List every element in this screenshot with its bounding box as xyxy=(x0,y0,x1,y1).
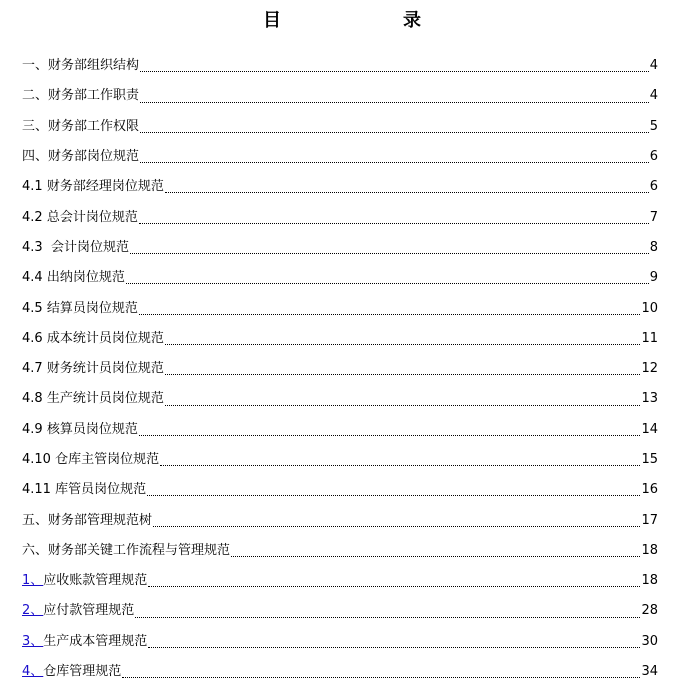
toc-entry-text: 库管员岗位规范 xyxy=(55,482,147,498)
toc-entry[interactable] xyxy=(22,505,658,535)
toc-dot-leader xyxy=(135,616,640,618)
toc-entry[interactable] xyxy=(22,172,658,202)
toc-entry[interactable] xyxy=(22,324,658,354)
page-title xyxy=(0,8,674,34)
toc-entry-label xyxy=(22,149,139,165)
toc-entry[interactable] xyxy=(22,566,658,596)
toc-entry[interactable] xyxy=(22,202,658,232)
toc-entry-text: 二、财务部工作职责 xyxy=(22,88,140,104)
toc-dot-leader xyxy=(140,70,649,72)
toc-entry-number: 4.11 xyxy=(22,482,56,498)
toc-entry-text: 仓库主管岗位规范 xyxy=(55,452,160,467)
toc-entry-number: 4.5 xyxy=(22,300,47,316)
toc-entry-text: 应付款管理规范 xyxy=(43,603,135,619)
toc-entry-label xyxy=(22,331,164,347)
toc-dot-leader xyxy=(122,676,640,678)
toc-entry[interactable] xyxy=(22,293,658,323)
toc-entry-text: 四、财务部岗位规范 xyxy=(22,149,140,165)
toc-dot-leader xyxy=(148,585,640,587)
toc-entry[interactable] xyxy=(22,142,658,172)
toc-dot-leader xyxy=(139,222,649,224)
toc-dot-leader xyxy=(231,555,640,557)
toc-entry-text: 财务统计员岗位规范 xyxy=(46,361,164,377)
toc-entry[interactable] xyxy=(22,536,658,566)
toc-entry[interactable] xyxy=(22,475,658,505)
toc-dot-leader xyxy=(165,191,649,193)
toc-entry-label xyxy=(22,573,147,589)
toc-entry-label xyxy=(22,513,152,529)
toc-entry-number: 4.7 xyxy=(22,361,47,377)
toc-entry-label xyxy=(22,270,125,286)
toc-page-number: 9 xyxy=(649,270,658,286)
toc-page-number: 34 xyxy=(641,664,658,680)
toc-dot-leader xyxy=(130,252,649,254)
toc-entry-number: 4.1 xyxy=(22,179,47,195)
toc-page-number: 15 xyxy=(641,452,658,467)
toc-entry-text: 核算员岗位规范 xyxy=(46,421,138,437)
toc-dot-leader xyxy=(165,343,641,345)
toc-dot-leader xyxy=(140,101,649,103)
toc-entry-text: 五、财务部管理规范树 xyxy=(22,512,153,528)
toc-entry-label xyxy=(22,179,164,195)
toc-page-number: 18 xyxy=(641,542,658,558)
toc-entry-text: 生产统计员岗位规范 xyxy=(46,391,164,407)
toc-entry-label xyxy=(22,361,164,377)
toc-page-number: 12 xyxy=(641,361,658,377)
toc-page-number: 6 xyxy=(649,149,658,165)
toc-entry-label xyxy=(22,634,147,650)
toc-dot-leader xyxy=(165,404,641,406)
toc-page-number: 13 xyxy=(641,391,658,407)
toc-entry-text: 六、财务部关键工作流程与管理规范 xyxy=(22,542,231,558)
toc-entry-label xyxy=(22,210,138,226)
page-title-char-1: 目 xyxy=(263,10,281,31)
toc-dot-leader xyxy=(153,525,640,527)
toc-page-number: 14 xyxy=(641,421,658,437)
toc-page-number: 28 xyxy=(641,603,658,619)
toc-entry-label xyxy=(22,603,134,619)
toc-entry-text: 财务部经理岗位规范 xyxy=(46,179,164,195)
toc-entry-number: 4.6 xyxy=(22,330,47,346)
toc-entry-text: 应收账款管理规范 xyxy=(43,573,148,589)
toc-entry-number: 4.8 xyxy=(22,391,47,407)
toc-page-number: 7 xyxy=(649,209,658,225)
toc-page-number: 4 xyxy=(649,88,658,104)
table-of-contents xyxy=(22,51,658,687)
toc-entry-text: 结算员岗位规范 xyxy=(46,300,138,316)
toc-entry[interactable] xyxy=(22,112,658,142)
toc-entry-number-link[interactable]: 3、 xyxy=(22,633,44,649)
toc-page-number: 5 xyxy=(649,118,658,134)
toc-entry[interactable] xyxy=(22,596,658,626)
toc-page-number: 18 xyxy=(641,573,658,589)
toc-entry[interactable] xyxy=(22,354,658,384)
toc-entry[interactable] xyxy=(22,445,658,475)
page-title-char-2: 录 xyxy=(403,10,421,31)
toc-entry-text: 出纳岗位规范 xyxy=(46,270,125,286)
toc-entry-number: 4.3 xyxy=(22,239,51,255)
toc-entry-label xyxy=(22,88,139,104)
toc-entry-number: 4.4 xyxy=(22,270,47,286)
toc-entry-label xyxy=(22,452,159,468)
toc-dot-leader xyxy=(160,464,640,466)
toc-entry-text: 总会计岗位规范 xyxy=(46,209,138,225)
toc-entry[interactable] xyxy=(22,657,658,687)
toc-entry-label xyxy=(22,422,138,438)
toc-entry-text: 仓库管理规范 xyxy=(43,664,122,680)
toc-page-number: 11 xyxy=(641,330,658,346)
toc-entry[interactable] xyxy=(22,51,658,81)
toc-entry[interactable] xyxy=(22,627,658,657)
toc-entry-label xyxy=(22,240,129,256)
toc-entry-text: 会计岗位规范 xyxy=(50,239,129,255)
toc-entry-number-link[interactable]: 4、 xyxy=(22,664,44,680)
toc-dot-leader xyxy=(140,161,649,163)
toc-entry-text: 一、财务部组织结构 xyxy=(22,58,140,74)
toc-entry-label xyxy=(22,482,146,498)
toc-entry[interactable] xyxy=(22,233,658,263)
toc-entry-number: 4.10 xyxy=(22,452,56,467)
toc-entry[interactable] xyxy=(22,415,658,445)
toc-dot-leader xyxy=(126,282,649,284)
toc-dot-leader xyxy=(139,313,641,315)
toc-entry[interactable] xyxy=(22,384,658,414)
toc-dot-leader xyxy=(148,646,640,648)
toc-entry-text: 三、财务部工作权限 xyxy=(22,118,140,134)
toc-dot-leader xyxy=(165,373,641,375)
toc-entry[interactable] xyxy=(22,263,658,293)
toc-entry-label xyxy=(22,119,139,135)
toc-entry-number: 4.2 xyxy=(22,209,47,225)
toc-page-number: 10 xyxy=(641,300,658,316)
toc-page-number: 4 xyxy=(649,58,658,74)
toc-entry-label xyxy=(22,543,230,559)
toc-entry[interactable] xyxy=(22,81,658,111)
toc-entry-text: 生产成本管理规范 xyxy=(43,633,148,649)
toc-dot-leader xyxy=(139,434,641,436)
toc-page-number: 16 xyxy=(641,482,658,498)
toc-page-number: 17 xyxy=(641,512,658,528)
toc-entry-text: 成本统计员岗位规范 xyxy=(46,330,164,346)
toc-entry-label xyxy=(22,391,164,407)
toc-entry-number: 4.9 xyxy=(22,421,47,437)
toc-entry-number-link[interactable]: 1、 xyxy=(22,573,44,589)
toc-dot-leader xyxy=(147,494,640,496)
toc-page-number: 8 xyxy=(649,239,658,255)
toc-entry-number-link[interactable]: 2、 xyxy=(22,603,44,619)
toc-page-number: 30 xyxy=(641,633,658,649)
toc-entry-label xyxy=(22,301,138,317)
toc-entry-label xyxy=(22,58,139,74)
toc-dot-leader xyxy=(140,131,649,133)
toc-page-number: 6 xyxy=(649,179,658,195)
toc-entry-label xyxy=(22,664,121,680)
